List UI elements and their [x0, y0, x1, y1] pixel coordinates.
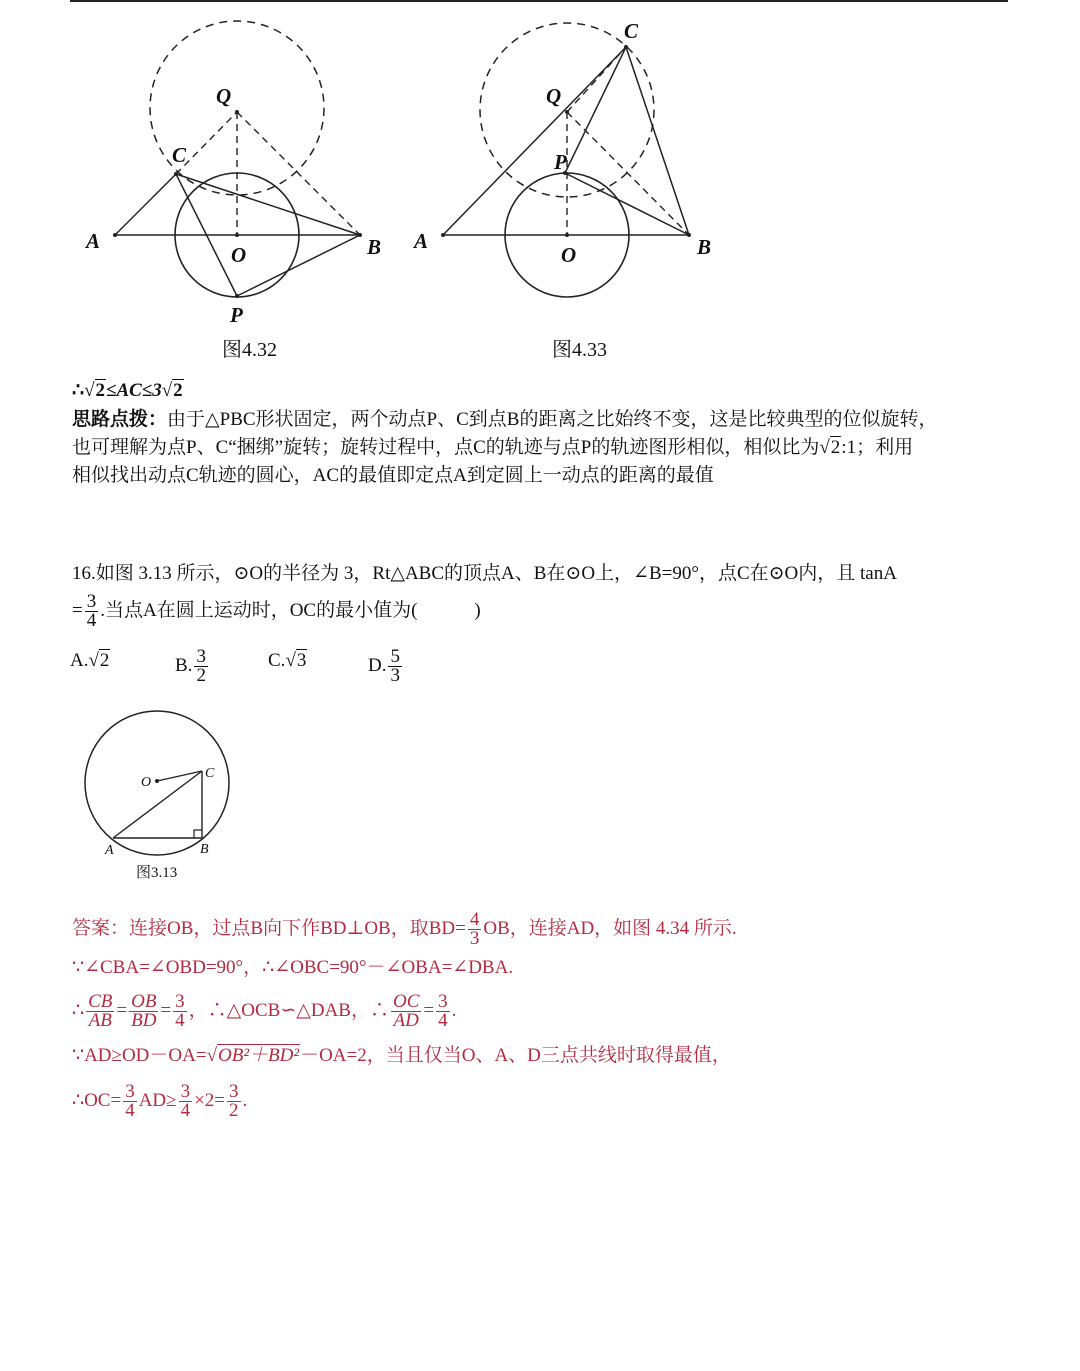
tan-fraction: $\frac{3}{4}$ [86, 591, 97, 631]
segment-cp [565, 47, 626, 173]
segment-cb [626, 47, 689, 235]
conclusion-line: ∴√2≤AC≤3√2 [72, 380, 183, 401]
question-line-2: = $\frac{3}{4}$ .当点A在圆上运动时，OC的最小值为( ) [72, 591, 481, 631]
figure-4-32 [70, 20, 400, 330]
label-q: Q [546, 84, 562, 108]
caption-fig-3-13: 图3.13 [136, 865, 178, 881]
answer-line-5: ∴OC= $\frac{3}{4}$ AD≥ $\frac{3}{4}$ ×2= $\frac{3}{2}$ . [72, 1081, 248, 1121]
option-d: D. $\frac{5}{3}$ [368, 646, 400, 686]
dashed-circle [150, 21, 324, 195]
option-c: C.√3 [268, 650, 307, 671]
hint-line-2: 也可理解为点P、C“捆绑”旋转；旋转过程中，点C的轨迹与点P的轨迹图形相似，相似比为√2:1；利用 [72, 437, 914, 458]
top-rule [70, 0, 1008, 2]
label-b: B [367, 235, 382, 259]
answer-line-4: ∵AD≥OD－OA=√OB²＋BD²－OA=2，当且仅当O、A、D三点共线时取得最值， [72, 1045, 731, 1066]
right-angle-mark [194, 830, 202, 838]
label-o: O [141, 775, 152, 790]
label-a: A [86, 229, 101, 253]
label-c: C [624, 19, 639, 43]
label-p: P [554, 150, 567, 174]
label-p: P [230, 303, 243, 327]
label-q: Q [216, 84, 232, 108]
answer-line-3: ∴ $\frac{CB}{AB}$ = $\frac{OB}{BD}$ = $\frac{3}{4}$ ，∴△OCB∽△DAB，∴ $\frac{OC}{AD}$ = $\frac{3}{4}$ . [72, 991, 457, 1031]
figure-4-33 [410, 15, 720, 285]
label-c: C [172, 143, 187, 167]
option-a: A.√2 [70, 650, 110, 671]
label-a: A [105, 843, 114, 858]
label-b: B [200, 842, 209, 857]
label-a: A [414, 229, 429, 253]
segment-cb [176, 174, 360, 235]
question-line-1: 16.如图 3.13 所示，⊙O的半径为 3，Rt△ABC的顶点A、B在⊙O上，∠B=90°，点C在⊙O内，且 tanA [72, 563, 897, 584]
figure-3-13 [80, 705, 240, 865]
option-b: B. $\frac{3}{2}$ [175, 646, 206, 686]
answer-line-2: ∵∠CBA=∠OBD=90°，∴∠OBC=90°－∠OBA=∠DBA. [72, 957, 514, 978]
segment-pb [565, 173, 689, 235]
segment-ac [443, 47, 626, 235]
label-o: O [231, 243, 247, 267]
caption-fig-4-32: 图4.32 [222, 339, 277, 361]
segment-ac [115, 174, 176, 235]
dashed-qb [567, 112, 689, 235]
hint-line-3: 相似找出动点C轨迹的圆心，AC的最值即定点A到定圆上一动点的距离的最值 [72, 465, 714, 486]
answer-line-1: 答案：连接OB，过点B向下作BD⊥OB，取BD= $\frac{4}{3}$ OB，连接AD，如图 4.34 所示. [72, 909, 737, 949]
caption-fig-4-33: 图4.33 [552, 339, 607, 361]
label-c: C [205, 766, 215, 781]
dashed-qb [237, 112, 360, 235]
label-b: B [697, 235, 712, 259]
dashed-qc [567, 47, 626, 112]
hint-line-1: 思路点拨：由于△PBC形状固定，两个动点P、C到点B的距离之比始终不变，这是比较典型的位似旋转， [72, 409, 938, 430]
label-o: O [561, 243, 577, 267]
